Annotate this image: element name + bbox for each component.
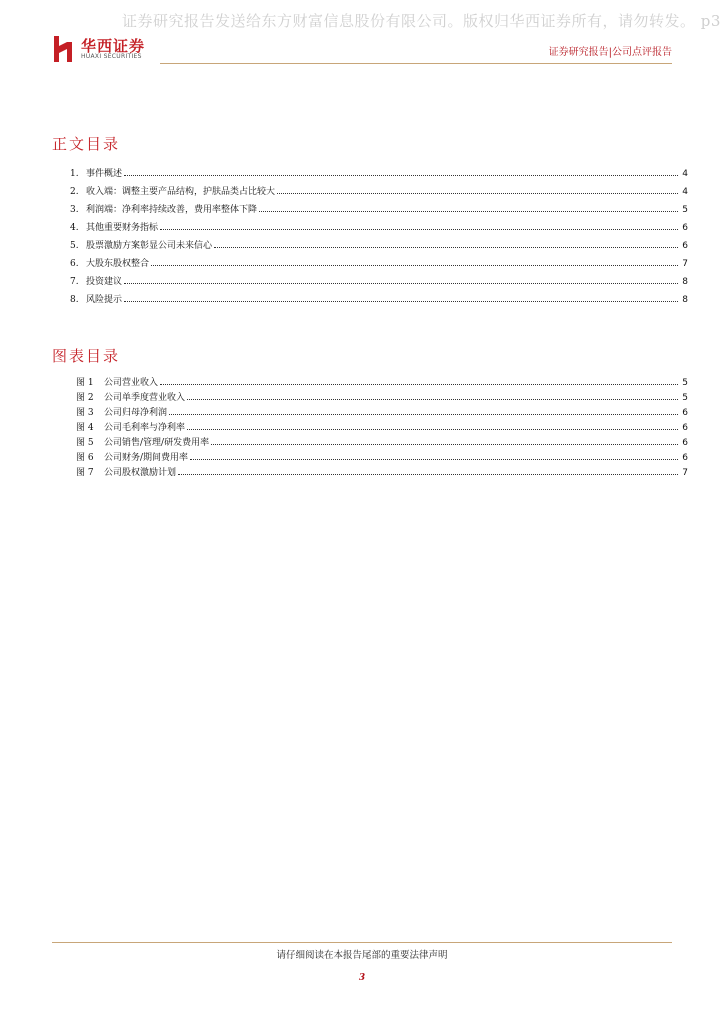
brand-logo bbox=[52, 36, 162, 64]
entry-number: 图 3 bbox=[76, 408, 94, 418]
entry-number: 图 5 bbox=[76, 438, 94, 448]
figure-entry-link[interactable] bbox=[76, 403, 688, 418]
brand-name-cn: 华西证券 bbox=[81, 37, 146, 55]
dot-leader bbox=[160, 384, 678, 385]
entry-page-number: 8 bbox=[682, 295, 688, 305]
entry-title: 风险提示 bbox=[86, 295, 123, 305]
toc-entry-link[interactable] bbox=[70, 269, 688, 287]
figures-list bbox=[76, 373, 688, 478]
toc-entry-link[interactable] bbox=[70, 197, 688, 215]
entry-page-number: 6 bbox=[682, 241, 688, 251]
toc-entry-link[interactable] bbox=[70, 161, 688, 179]
entry-number: 图 2 bbox=[76, 393, 94, 403]
entry-number: 图 6 bbox=[76, 453, 94, 463]
entry-number: 图 1 bbox=[76, 378, 94, 388]
watermark-text: 证券研究报告发送给东方财富信息股份有限公司。版权归华西证券所有，请勿转发。 p3 bbox=[122, 12, 721, 30]
dot-leader bbox=[124, 301, 678, 302]
entry-number: 6. bbox=[70, 259, 79, 269]
entry-page-number: 6 bbox=[682, 423, 688, 433]
dot-leader bbox=[277, 193, 678, 194]
entry-page-number: 6 bbox=[682, 438, 688, 448]
dot-leader bbox=[151, 265, 678, 266]
entry-page-number: 5 bbox=[682, 378, 688, 388]
huaxi-logo-icon bbox=[52, 36, 76, 62]
entry-title: 事件概述 bbox=[86, 169, 123, 179]
entry-number: 图 7 bbox=[76, 468, 94, 478]
entry-title: 大股东股权整合 bbox=[86, 259, 150, 269]
dot-leader bbox=[259, 211, 678, 212]
entry-page-number: 7 bbox=[682, 259, 688, 269]
dot-leader bbox=[211, 444, 678, 445]
entry-title: 利润端：净利率持续改善，费用率整体下降 bbox=[86, 205, 258, 215]
toc-entry-link[interactable] bbox=[70, 251, 688, 269]
toc-title: 正文目录 bbox=[52, 135, 121, 153]
figure-entry-link[interactable] bbox=[76, 418, 688, 433]
dot-leader bbox=[124, 283, 678, 284]
entry-title: 公司单季度营业收入 bbox=[104, 393, 186, 403]
page-number: 3 bbox=[358, 973, 366, 983]
toc-entry-link[interactable] bbox=[70, 215, 688, 233]
brand-name-en: HUAXI SECURITIES bbox=[81, 53, 142, 60]
dot-leader bbox=[169, 414, 678, 415]
toc-list bbox=[70, 161, 688, 305]
dot-leader bbox=[178, 474, 678, 475]
entry-page-number: 6 bbox=[682, 453, 688, 463]
entry-title: 公司毛利率与净利率 bbox=[104, 423, 186, 433]
entry-page-number: 8 bbox=[682, 277, 688, 287]
entry-number: 5. bbox=[70, 241, 79, 251]
dot-leader bbox=[190, 459, 678, 460]
entry-title: 股票激励方案彰显公司未来信心 bbox=[86, 241, 213, 251]
figure-entry-link[interactable] bbox=[76, 463, 688, 478]
entry-number: 8. bbox=[70, 295, 79, 305]
entry-title: 公司销售/管理/研发费用率 bbox=[104, 438, 210, 448]
entry-number: 4. bbox=[70, 223, 79, 233]
entry-title: 其他重要财务指标 bbox=[86, 223, 159, 233]
figure-entry-link[interactable] bbox=[76, 388, 688, 403]
entry-title: 公司归母净利润 bbox=[104, 408, 168, 418]
figure-entry-link[interactable] bbox=[76, 433, 688, 448]
dot-leader bbox=[214, 247, 678, 248]
header-divider bbox=[160, 63, 672, 64]
entry-page-number: 6 bbox=[682, 223, 688, 233]
dot-leader bbox=[124, 175, 678, 176]
dot-leader bbox=[160, 229, 678, 230]
footer-disclaimer: 请仔细阅读在本报告尾部的重要法律声明 bbox=[276, 950, 448, 961]
entry-page-number: 7 bbox=[682, 468, 688, 478]
toc-entry-link[interactable] bbox=[70, 179, 688, 197]
entry-title: 公司财务/期间费用率 bbox=[104, 453, 189, 463]
entry-page-number: 4 bbox=[682, 169, 688, 179]
entry-page-number: 5 bbox=[682, 393, 688, 403]
entry-title: 公司营业收入 bbox=[104, 378, 159, 388]
figures-title: 图表目录 bbox=[52, 347, 121, 365]
toc-entry-link[interactable] bbox=[70, 233, 688, 251]
dot-leader bbox=[187, 429, 678, 430]
entry-title: 公司股权激励计划 bbox=[104, 468, 177, 478]
dot-leader bbox=[187, 399, 678, 400]
entry-number: 图 4 bbox=[76, 423, 94, 433]
entry-number: 1. bbox=[70, 169, 79, 179]
footer-divider bbox=[52, 942, 672, 943]
entry-number: 7. bbox=[70, 277, 79, 287]
entry-page-number: 6 bbox=[682, 408, 688, 418]
entry-page-number: 5 bbox=[682, 205, 688, 215]
entry-number: 3. bbox=[70, 205, 79, 215]
entry-title: 投资建议 bbox=[86, 277, 123, 287]
figure-entry-link[interactable] bbox=[76, 448, 688, 463]
figure-entry-link[interactable] bbox=[76, 373, 688, 388]
toc-entry-link[interactable] bbox=[70, 287, 688, 305]
entry-page-number: 4 bbox=[682, 187, 688, 197]
entry-title: 收入端：调整主要产品结构，护肤品类占比较大 bbox=[86, 187, 276, 197]
report-type-label: 证券研究报告|公司点评报告 bbox=[548, 47, 672, 58]
entry-number: 2. bbox=[70, 187, 79, 197]
